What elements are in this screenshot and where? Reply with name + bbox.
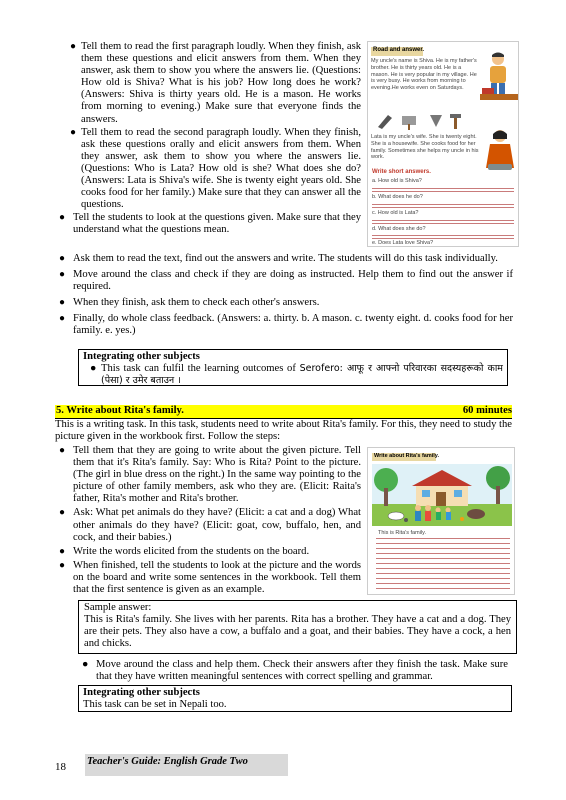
- workbook2-line1: This is Rita's family.: [378, 530, 427, 536]
- integrating2-text: This task can be set in Nepali too.: [83, 699, 227, 710]
- section-5-time: 60 minutes: [462, 405, 512, 416]
- answer-line: [372, 207, 514, 208]
- workbook-para2: Lata is my uncle's wife. She is twenty eight. She is a housewife. She cooks food for her family. Sometimes she helps my uncle in his work.: [371, 134, 479, 161]
- writing-line: [376, 543, 510, 544]
- answer-line: [372, 191, 514, 192]
- answer-line: [372, 223, 514, 224]
- integrating-box-2: [78, 685, 512, 712]
- bullet-item: ● When finished, tell the students to look at the picture and the words on the board and write some sentences in the workbook. Tell them that the first sentence is given as an example.: [59, 559, 361, 596]
- writing-line: [376, 553, 510, 554]
- workbook-road-and-answer: [367, 41, 519, 247]
- bullet-icon: ●: [82, 659, 89, 670]
- integrating2-title: Integrating other subjects: [83, 687, 200, 698]
- writing-line: [376, 563, 510, 564]
- writing-line: [376, 578, 510, 579]
- tools-illustration: [374, 112, 474, 130]
- integrating-title: Integrating other subjects: [83, 351, 200, 362]
- answer-line: [372, 188, 514, 189]
- section-a-list: [59, 41, 361, 237]
- after-sample-bullet: ● Move around the class and help them. Check their answers after they finish the task. Make sure that they have written meaningful sentences with correct spelling and grammar.: [82, 659, 508, 683]
- section-a-full-list: [59, 253, 513, 338]
- writing-line: [376, 583, 510, 584]
- bullet-item: ● Write the words elicited from the students on the board.: [59, 545, 310, 557]
- footer-title: Teacher's Guide: English Grade Two: [87, 756, 248, 767]
- workbook-para1: My uncle's name is Shiva. He is my father's brother. He is thirty years old. He is a mason. He is very popular in my village. He is very busy. He works from morning to evening.He works even on Saturdays.: [371, 58, 477, 92]
- section-5-intro: This is a writing task. In this task, students need to write about Rita's family. For this, they need to study the picture given in the workbook first. Follow the steps:: [55, 419, 512, 443]
- bullet-item: ● Move around the class and check if they are doing as instructed. Help them to find out the answer if required.: [59, 269, 513, 293]
- mason-illustration: [480, 50, 518, 102]
- sample-answer-text: This is Rita's family. She lives with her parents. Rita has a brother. They have a cat and a dog. They are their pets. They also have a cow, a buffalo and a goat, and their babies. They have a cock, a hen and chicks.: [84, 614, 511, 650]
- family-farm-illustration: [372, 464, 512, 526]
- section-5-heading-bar: [55, 405, 512, 419]
- answer-line: [372, 235, 514, 236]
- question-d: d. What does she do?: [372, 226, 426, 232]
- writing-line: [376, 588, 510, 589]
- bullet-item: ● Tell them to read the second paragraph loudly. When they finish, ask these questions orally and elicit answers from them. When they answer, ask them to show you where the answers lie. (Questions: Who is Lata? How old is she? What does she do?(Answers: Lata is Shiva's wife. She is twenty eight years old. She cooks food for her family.) Make sure that they can answer all the questions.: [70, 126, 361, 211]
- writing-line: [376, 538, 510, 539]
- footer-bar: [85, 754, 288, 776]
- bullet-item: ● Tell them to read the first paragraph loudly. When they finish, ask them these questions and elicit answers from them. When they answer, ask them to show you where the answers lie. (Questions: How old is Shiva? What is his job? How long does he work? (Answers: Shiva is thirty years old. He is a mason. He works from morning to evening.) Make sure that everyone finds the answers.: [70, 41, 361, 125]
- workbook-subtitle: Write short answers.: [372, 169, 431, 175]
- section-5-heading: 5. Write about Rita's family.: [56, 405, 184, 416]
- writing-line: [376, 558, 510, 559]
- integrating-text: ● This task can fulfil the learning outcomes of Serofero: आफू र आफ्नो परिवारका सदस्यहरूको काम (पेसा) र उमेर बताउन ।: [90, 363, 503, 387]
- workbook2-title: Write about Rita's family.: [374, 453, 439, 459]
- bullet-item: ● Finally, do whole class feedback. (Answers: a. thirty. b. A mason. c. twenty eight. d. cooks food for her family. e. yes.): [59, 313, 513, 337]
- question-b: b. What does he do?: [372, 194, 423, 200]
- question-a: a. How old is Shiva?: [372, 178, 422, 184]
- page-number: 18: [55, 761, 66, 773]
- question-c: c. How old is Lata?: [372, 210, 419, 216]
- writing-line: [376, 548, 510, 549]
- answer-line: [372, 204, 514, 205]
- sample-answer-label: Sample answer:: [84, 602, 152, 613]
- section-5-list: [59, 445, 361, 596]
- bullet-item: ● Ask them to read the text, find out the answers and write. The students will do this task individually.: [59, 253, 498, 264]
- writing-line: [376, 568, 510, 569]
- question-e: e. Does Lata love Shiva?: [372, 240, 434, 246]
- housewife-illustration: [482, 128, 518, 174]
- answer-line: [372, 238, 514, 239]
- integrating-box-1: [78, 349, 508, 386]
- workbook-title: Road and answer.: [373, 47, 425, 53]
- bullet-item: ● Tell them that they are going to write about the given picture. Tell them that it's Rita's family. Say: Who is Rita? Point to the picture. (The girl in blue dress on the right.) In the same way pointing to the picture of other family members, ask who they are. (Elicit: Raita's father, Rita's mother and Rita's brother.: [59, 445, 361, 505]
- workbook-ritas-family: [367, 447, 515, 595]
- bullet-icon: ●: [90, 363, 97, 374]
- writing-line: [376, 573, 510, 574]
- bullet-item: ● Ask: What pet animals do they have? (Elicit: a cat and a dog) What other animals do they have? (Elicit: goat, cow, buffalo, hen, and cock, and their babies.): [59, 507, 361, 543]
- sample-answer-box: [78, 600, 517, 654]
- bullet-item: ● When they finish, ask them to check each other's answers.: [59, 297, 320, 309]
- bullet-item: ● Tell the students to look at the questions given. Make sure that they understand what the questions mean.: [59, 212, 361, 236]
- answer-line: [372, 220, 514, 221]
